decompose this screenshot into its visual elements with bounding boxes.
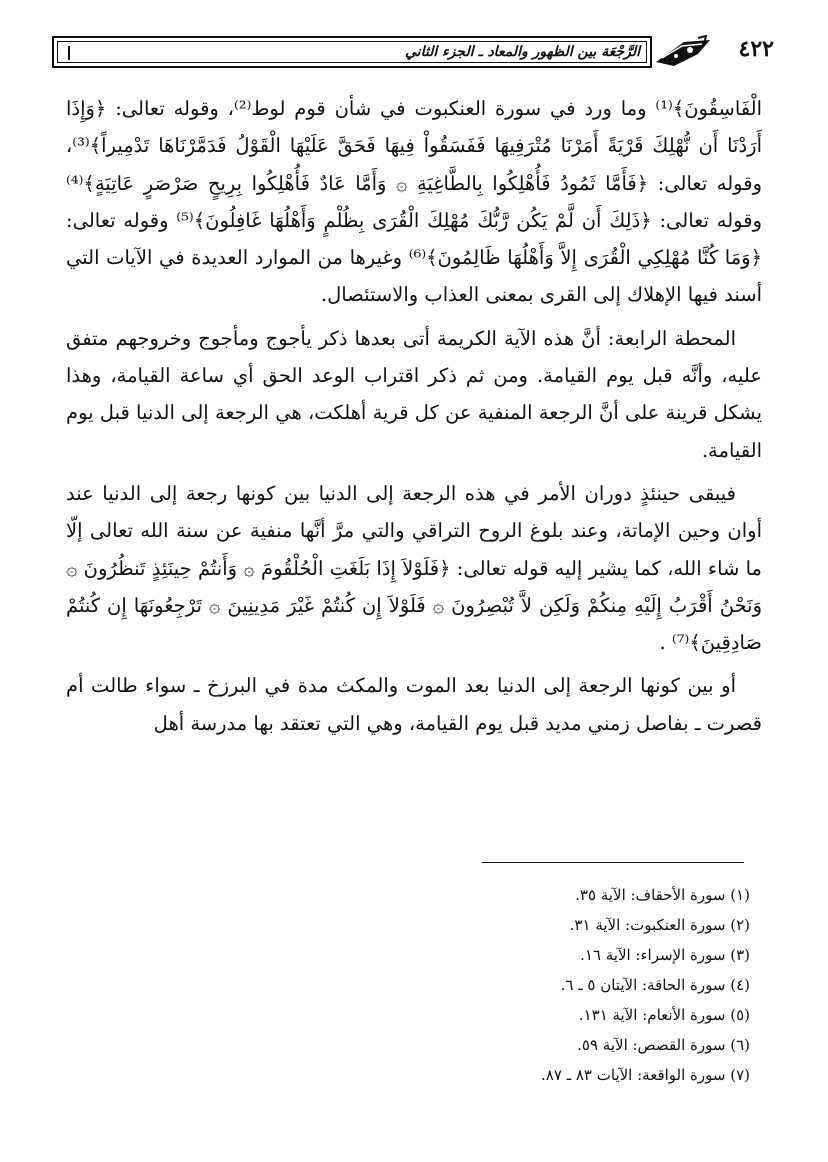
footnote: (٢) سورة العنكبوت: الآية ٣١. <box>569 916 750 934</box>
paragraph: المحطة الرابعة: أنَّ هذه الآية الكريمة أتى بعدها ذكر يأجوج ومأجوج وخروجهم متفق عليه، وأنَّه قبل يوم القيامة. ومن ثم ذكر اقتراب الوعد الحق أي ساعة القيامة، وهذا يشكل قرينة على أنَّ الرجعة المنفية عن كل قرية أهلكت، هي الرجعة إلى الدنيا قبل يوم القيامة. <box>66 326 762 462</box>
paragraph: أو بين كونها الرجعة إلى الدنيا بعد الموت والمكث مدة في البرزخ ـ سواء طالت أم قصرت ـ بفاصل زمني مديد قبل يوم القيامة، وهي التي تعتقد بها مدرسة أهل <box>66 674 762 735</box>
header-ornament-icon <box>654 34 712 70</box>
running-title: الرَّجْعَة بين الظهور والمعاد ـ الجزء الثاني <box>405 44 640 60</box>
footnote: (٤) سورة الحاقة: الآيتان ٥ ـ ٦. <box>560 976 750 994</box>
paragraph: فيبقى حينئذٍ دوران الأمر في هذه الرجعة إلى الدنيا بين كونها رجعة إلى الدنيا عند أوان وحين الإماتة، وعند بلوغ الروح التراقي والتي مرَّ أنَّها منفية عن سنة الله تعالى إلّا ما شاء الله، كما يشير إليه قوله تعالى: ﴿فَلَوْلاَ إِذَا بَلَغَتِ الْحُلْقُومَ ۞ وَأَنتُمْ حِينَئِذٍ تَنظُرُونَ ۞ وَنَحْنُ أَقْرَبُ إِلَيْهِ مِنكُمْ وَلَكِن لاَّ تُبْصِرُونَ ۞ فَلَوْلاَ إِن كُنتُمْ غَيْرَ مَدِينِينَ ۞ تَرْجِعُونَهَا إِن كُنتُمْ صَادِقِينَ﴾⁽⁷⁾ . <box>66 481 762 655</box>
footnote: (٥) سورة الأنعام: الآية ١٣١. <box>578 1006 750 1024</box>
footnotes <box>440 880 750 1090</box>
footnote-separator <box>482 862 744 863</box>
footnote: (٦) سورة القصص: الآية ٥٩. <box>577 1036 750 1054</box>
running-title-frame <box>52 36 652 68</box>
paragraph: الْفَاسِقُونَ﴾⁽¹⁾ وما ورد في سورة العنكبوت في شأن قوم لوط⁽²⁾، وقوله تعالى: ﴿وَإِذَا أَرَدْنَا أَن نُّهْلِكَ قَرْيَةً أَمَرْنَا مُتْرَفِيهَا فَفَسَقُواْ فِيهَا فَحَقَّ عَلَيْهَا الْقَوْلُ فَدَمَّرْنَاهَا تَدْمِيراً﴾⁽³⁾، وقوله تعالى: ﴿فَأَمَّا ثَمُودُ فَأُهْلِكُوا بِالطَّاغِيَةِ ۞ وَأَمَّا عَادٌ فَأُهْلِكُوا بِرِيحٍ صَرْصَرٍ عَاتِيَةٍ﴾⁽⁴⁾ وقوله تعالى: ﴿ذَلِكَ أَن لَّمْ يَكُن رَّبُّكَ مُهْلِكَ الْقُرَى بِظُلْمٍ وَأَهْلُهَا غَافِلُونَ﴾⁽⁵⁾ وقوله تعالى: ﴿وَمَا كُنَّا مُهْلِكِي الْقُرَى إِلاَّ وَأَهْلُهَا ظَالِمُونَ﴾⁽⁶⁾ وغيرها من الموارد العديدة في الآيات التي أسند فيها الإهلاك إلى القرى بمعنى العذاب والاستئصال. <box>66 97 762 307</box>
footnote: (٧) سورة الواقعة: الآيات ٨٣ ـ ٨٧. <box>541 1066 750 1084</box>
footnote: (١) سورة الأحقاف: الآية ٣٥. <box>575 886 750 904</box>
main-text <box>66 90 762 742</box>
page-number: ٤٢٢ <box>738 36 774 62</box>
footnote: (٣) سورة الإسراء: الآية ١٦. <box>580 946 750 964</box>
page-header <box>52 30 774 72</box>
